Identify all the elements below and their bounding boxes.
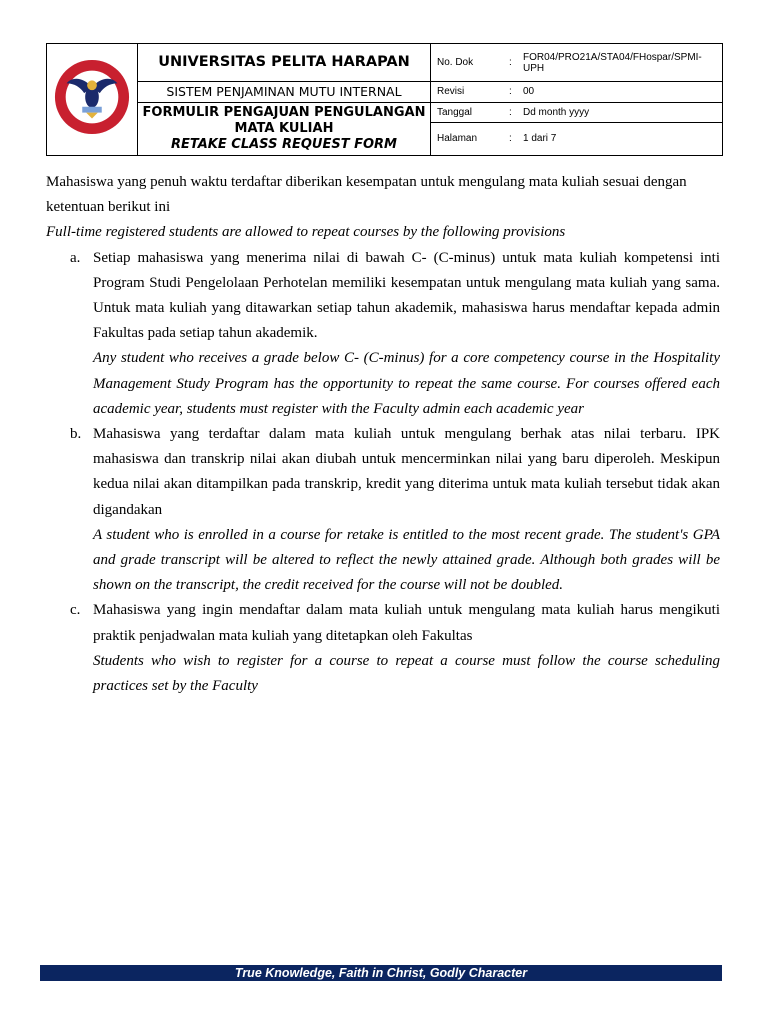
list-marker: b. [70,426,82,443]
meta-halaman [431,122,723,155]
meta-value: 1 dari 7 [523,133,557,145]
provision-text-id: Setiap mahasiswa yang menerima nilai di bawah C- (C-minus) untuk mata kuliah kompetensi inti Program Studi Pengelolaan Perhotelan memiliki kesempatan untuk mengulang mata kuliah yang sama. Untuk mata kuliah yang ditawarkan setiap tahun akademik, mahasiswa harus mendaftar kepada admin Fakultas pada setiap tahun akademik. [93,249,720,342]
footer-motto-bar [40,965,722,981]
meta-value: 00 [523,86,535,98]
form-title-cell [138,102,431,156]
meta-label: Revisi [437,86,465,98]
university-name-cell [138,44,431,82]
intro-text-en: Full-time registered students are allowed to repeat courses by the following provisions [46,224,566,241]
meta-value: FOR04/PRO21A/STA04/FHospar/SPMI-UPH [523,51,702,74]
list-marker: c. [70,602,81,619]
list-item [46,598,720,699]
meta-label: Halaman [437,133,478,145]
meta-revisi [431,82,723,102]
provisions-list [46,246,720,700]
meta-tanggal [431,102,723,122]
meta-colon: : [509,86,512,98]
meta-label: Tanggal [437,106,473,118]
university-seal-logo [53,58,131,136]
provision-text-en: Any student who receives a grade below C- (C-minus) for a core competency course in the Hospitality Management Study Program has the opportunity to repeat the same course. For courses offered each academic year, students must register with the Faculty admin each academic year [93,350,720,417]
university-name: UNIVERSITAS PELITA HARAPAN [158,54,410,71]
intro-text-id: Mahasiswa yang penuh waktu terdaftar diberikan kesempatan untuk mengulang mata kuliah sesuai dengan ketentuan berikut ini [46,174,687,216]
provision-text-id: Mahasiswa yang terdaftar dalam mata kuliah untuk mengulang berhak atas nilai terbaru. IPK mahasiswa dan transkrip nilai akan diubah untuk mencerminkan nilai yang baru diperoleh. Meskipun kedua nilai akan ditampilkan pada transkrip, kredit yang diterima untuk mata kuliah tersebut tidak akan digandakan [93,426,720,518]
meta-colon: : [509,133,512,145]
form-title-id: FORMULIR PENGAJUAN PENGULANGAN MATA KULIAH [142,104,426,136]
provision-text-en: Students who wish to register for a course to repeat a course must follow the course scheduling practices set by the Faculty [93,652,720,695]
meta-colon: : [509,57,512,69]
form-title-en: RETAKE CLASS REQUEST FORM [171,136,397,152]
list-item [46,246,720,422]
logo-cell [47,44,138,156]
list-item [46,422,720,598]
list-marker: a. [70,249,81,266]
meta-value: Dd month yyyy [523,106,590,118]
system-name: SISTEM PENJAMINAN MUTU INTERNAL [166,83,402,99]
provision-text-id: Mahasiswa yang ingin mendaftar dalam mata kuliah untuk mengulang mata kuliah harus mengikuti praktik penjadwalan mata kuliah yang ditetapkan oleh Fakultas [93,602,720,644]
footer-motto: True Knowledge, Faith in Christ, Godly Character [234,966,528,980]
document-header [46,43,723,156]
system-name-cell [138,82,431,102]
meta-label: No. Dok [437,57,474,69]
provision-text-en: A student who is enrolled in a course for retake is entitled to the most recent grade. The student's GPA and grade transcript will be altered to reflect the newly attained grade. Although both grades will be shown on the transcript, the credit received for the course will not be doubled. [93,526,720,594]
meta-colon: : [509,106,512,118]
meta-no-dok [431,44,723,82]
document-body [46,170,720,699]
